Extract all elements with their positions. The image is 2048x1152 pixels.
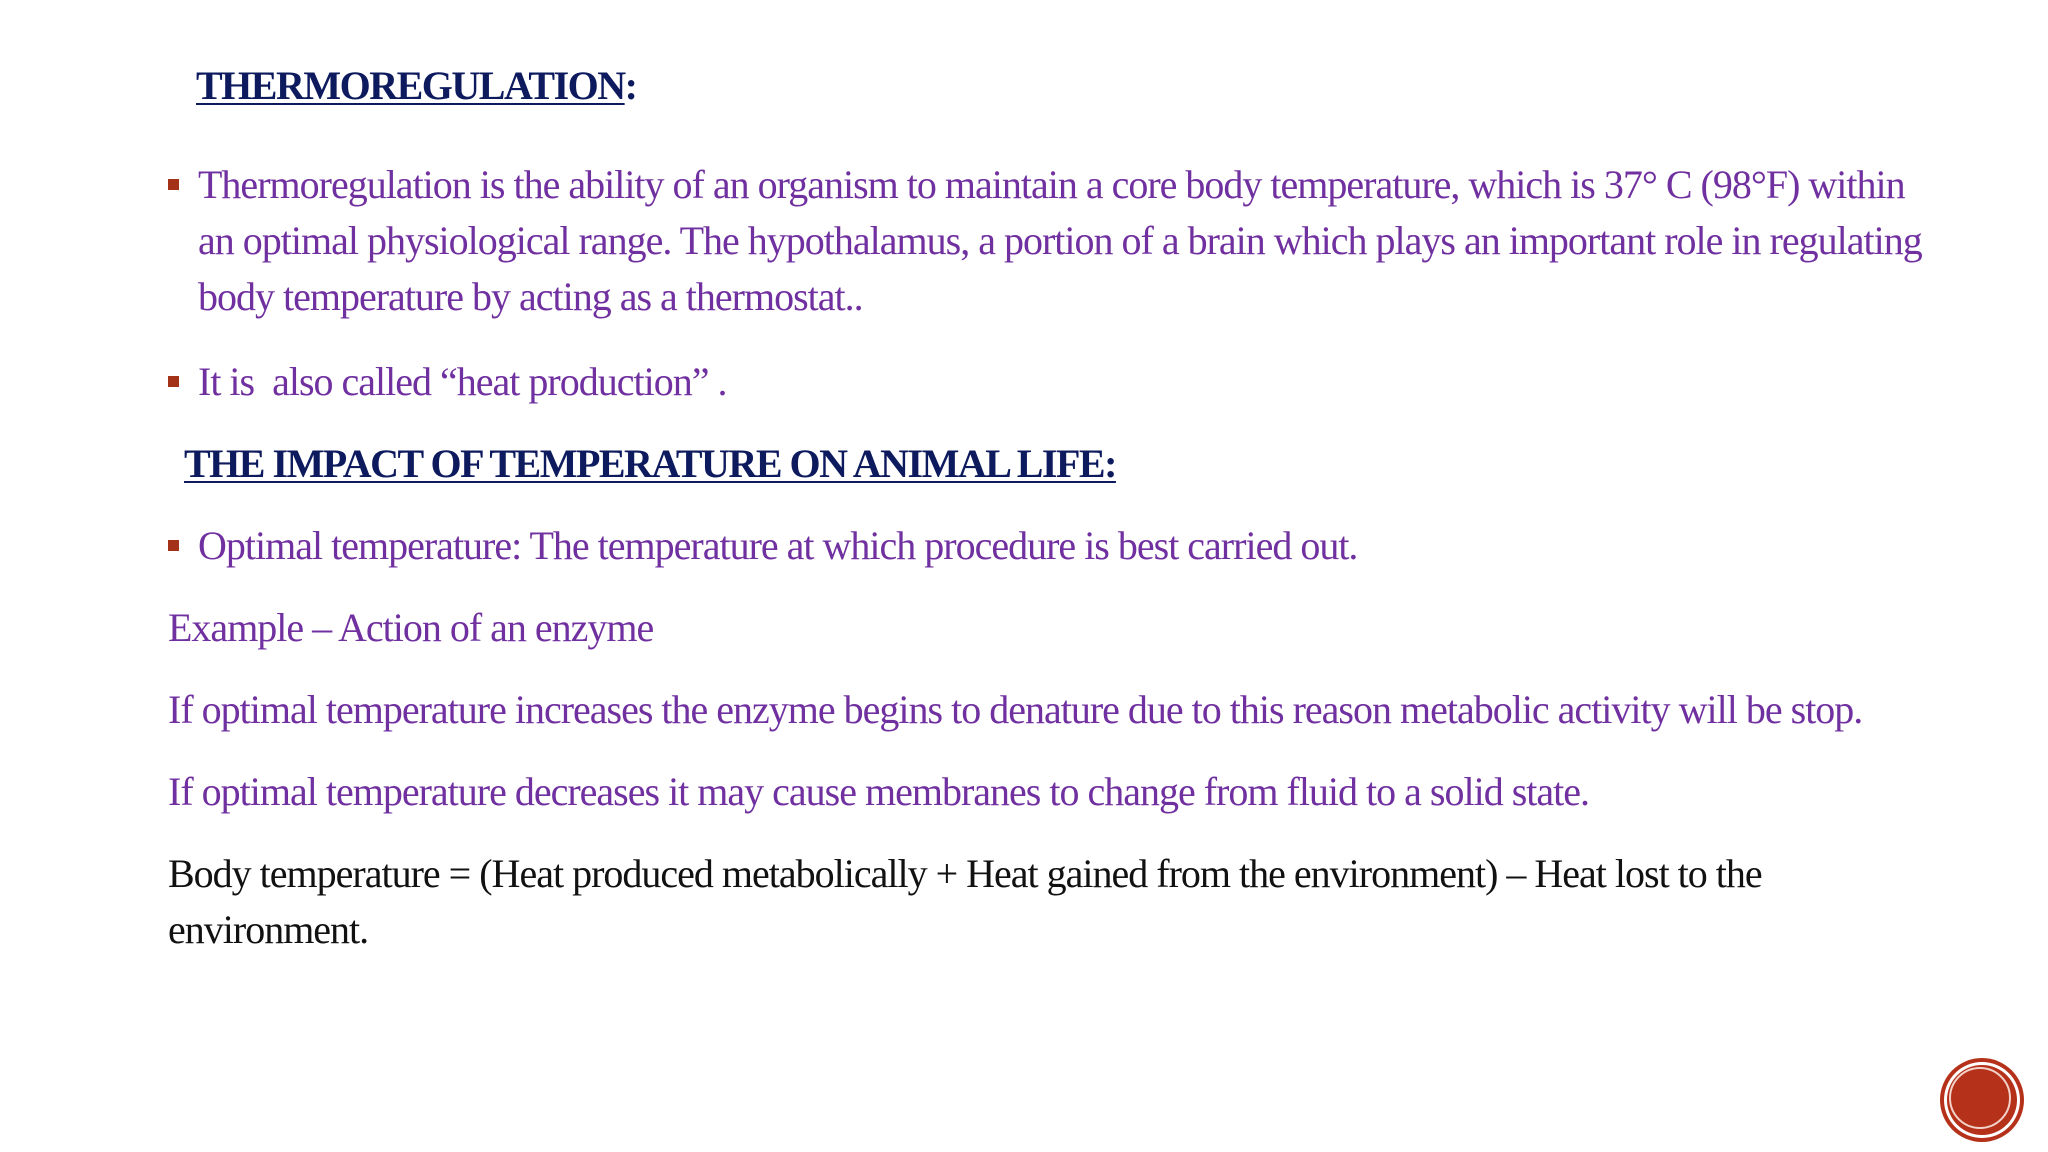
bullet-text: Optimal temperature: The temperature at which procedure is best carried out.: [198, 523, 1358, 568]
decrease-line: If optimal temperature decreases it may cause membranes to change from fluid to a solid state.: [168, 769, 1589, 814]
heading-colon: :: [624, 63, 637, 108]
bullet-optimal-temperature: [168, 518, 1928, 574]
square-bullet-icon: [168, 540, 179, 551]
bullet-heat-production: [168, 354, 1928, 410]
increase-line: If optimal temperature increases the enzyme begins to denature due to this reason metabolic activity will be stop.: [168, 687, 1863, 732]
nav-button-ring: [1949, 1067, 2011, 1129]
heading-impact-text: THE IMPACT OF TEMPERATURE ON ANIMAL LIFE:: [184, 441, 1116, 486]
circle-nav-button-icon[interactable]: [1944, 1062, 2020, 1138]
example-line: Example – Action of an enzyme: [168, 605, 654, 650]
bullet-text: Thermoregulation is the ability of an organism to maintain a core body temperature, which is 37° C (98°F) within an optimal physiological range. The hypothalamus, a portion of a brain which plays an important role in regulating body temperature by acting as a thermostat..: [198, 162, 1922, 319]
heading-impact-of-temperature: [184, 440, 1116, 487]
square-bullet-icon: [168, 179, 179, 190]
bullet-thermoregulation-definition: [168, 157, 1928, 327]
square-bullet-icon: [168, 376, 179, 387]
bullet-text: It is also called “heat production” .: [198, 359, 727, 404]
heading-thermoregulation-text: THERMOREGULATION: [196, 63, 625, 108]
heading-thermoregulation: [196, 62, 636, 109]
body-temperature-formula: Body temperature = (Heat produced metabolically + Heat gained from the environment) – Heat lost to the environment.: [168, 851, 1762, 952]
